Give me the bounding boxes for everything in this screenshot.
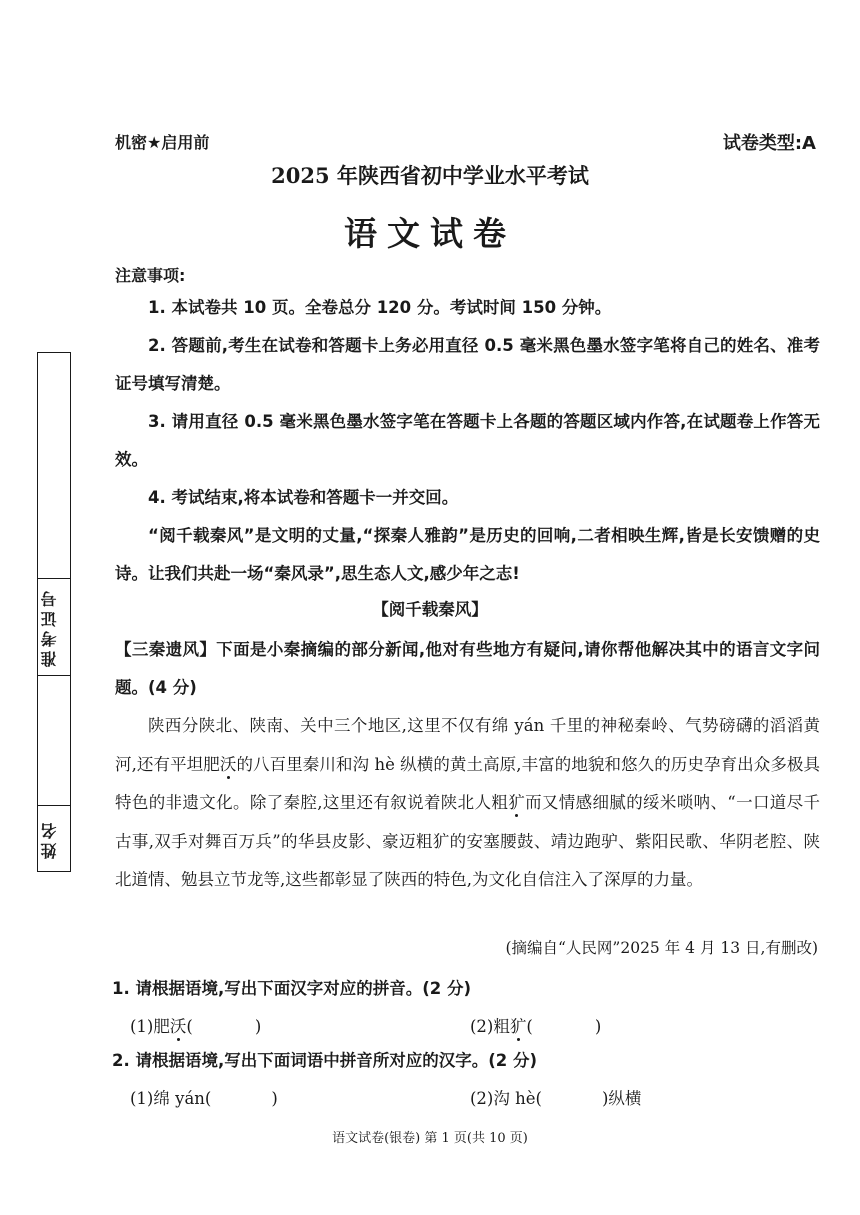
question-stem: 2. 请根据语境,写出下面词语中拼音所对应的汉字。(2 分) (112, 1051, 538, 1070)
intro-paragraph: “阅千载秦风”是文明的丈量,“探秦人雅韵”是历史的回响,二者相映生辉,皆是长安馈赠的史诗。让我们共赴一场“秦风录”,思生态人文,感少年之志! (115, 526, 820, 583)
article-text: 而又情感细腻的绥米唢呐、“一口道尽千古事,双手对舞百万兵”的华县皮影、豪迈粗犷的安塞腰鼓、靖边跑驴、紫阳民歌、华阴老腔、陕北道情、勉县立节龙等,这些都彰显了陕西的特色,为文化自信注入了深厚的力量。 (115, 793, 821, 889)
dotted-character: 沃 (169, 1017, 187, 1036)
option-open-paren: ( (186, 1017, 193, 1036)
binding-divider (38, 675, 70, 676)
question-option (470, 1013, 601, 1037)
option-close-paren: ) (601, 1089, 609, 1108)
article-source: (摘编自“人民网”2025 年 4 月 13 日,有删改) (505, 939, 818, 957)
subsection-intro: 【三秦遗风】下面是小秦摘编的部分新闻,他对有些地方有疑问,请你帮他解决其中的语言文字问题。(4 分) (115, 640, 820, 697)
notice-item: 2. 答题前,考生在试卷和答题卡上务必用直径 0.5 毫米黑色墨水签字笔将自己的姓名、准考证号填写清楚。 (115, 336, 820, 393)
option-prefix: (2)沟 hè (470, 1089, 536, 1108)
confidential-label: 机密★启用前 (115, 133, 210, 152)
page-footer: 语文试卷(银卷) 第 1 页(共 10 页) (332, 1131, 528, 1146)
option-prefix: (1)绵 yán (130, 1089, 205, 1108)
notice-item: 3. 请用直径 0.5 毫米黑色墨水签字笔在答题卡上各题的答题区域内作答,在试题卷上作答无效。 (115, 412, 820, 469)
option-prefix: (1)肥 (130, 1017, 170, 1036)
option-open-paren: ( (204, 1089, 212, 1108)
notice-item: 4. 考试结束,将本试卷和答题卡一并交回。 (148, 488, 459, 507)
binding-divider (38, 578, 70, 579)
article-text: 陕西分陕北、陕南、关中三个地区,这里不仅有绵 yán 千里的神秘秦岭、气势磅礴的滔滔黄河,还有平坦肥 (115, 716, 820, 774)
dotted-character: 沃 (219, 754, 237, 774)
option-open-paren: ( (526, 1017, 533, 1036)
option-suffix: 纵横 (608, 1089, 642, 1108)
notice-heading: 注意事项: (115, 266, 186, 285)
question-option (470, 1085, 641, 1109)
subject-title: 语文试卷 (344, 214, 516, 253)
option-close-paren: ) (271, 1089, 278, 1108)
option-prefix: (2)粗 (470, 1017, 510, 1036)
article-text: 的八百里秦川和沟 hè 纵横的黄土高原,丰富的地貌和悠久的历史孕育出众多极具特色的非遗文化。除了秦腔,这里还有叙说着陕北人粗 (115, 754, 821, 812)
paper-type-label: 试卷类型:A (722, 133, 816, 154)
candidate-id-label: 准考证号 (40, 587, 59, 667)
news-article (115, 707, 820, 900)
exam-title: 2025 年陕西省初中学业水平考试 (271, 163, 589, 188)
question-option (130, 1085, 278, 1109)
binding-strip (37, 352, 71, 872)
dotted-character: 犷 (509, 1017, 527, 1036)
name-label: 姓名 (40, 819, 59, 859)
option-open-paren: ( (535, 1089, 542, 1108)
question-stem: 1. 请根据语境,写出下面汉字对应的拼音。(2 分) (112, 979, 472, 998)
option-close-paren: ) (254, 1017, 262, 1036)
binding-divider (38, 805, 70, 806)
notice-item: 1. 本试卷共 10 页。全卷总分 120 分。考试时间 150 分钟。 (148, 298, 612, 317)
question-option (130, 1013, 261, 1037)
option-close-paren: ) (594, 1017, 602, 1036)
dotted-character: 犷 (508, 793, 526, 812)
section-heading: 【阅千载秦风】 (372, 600, 488, 619)
